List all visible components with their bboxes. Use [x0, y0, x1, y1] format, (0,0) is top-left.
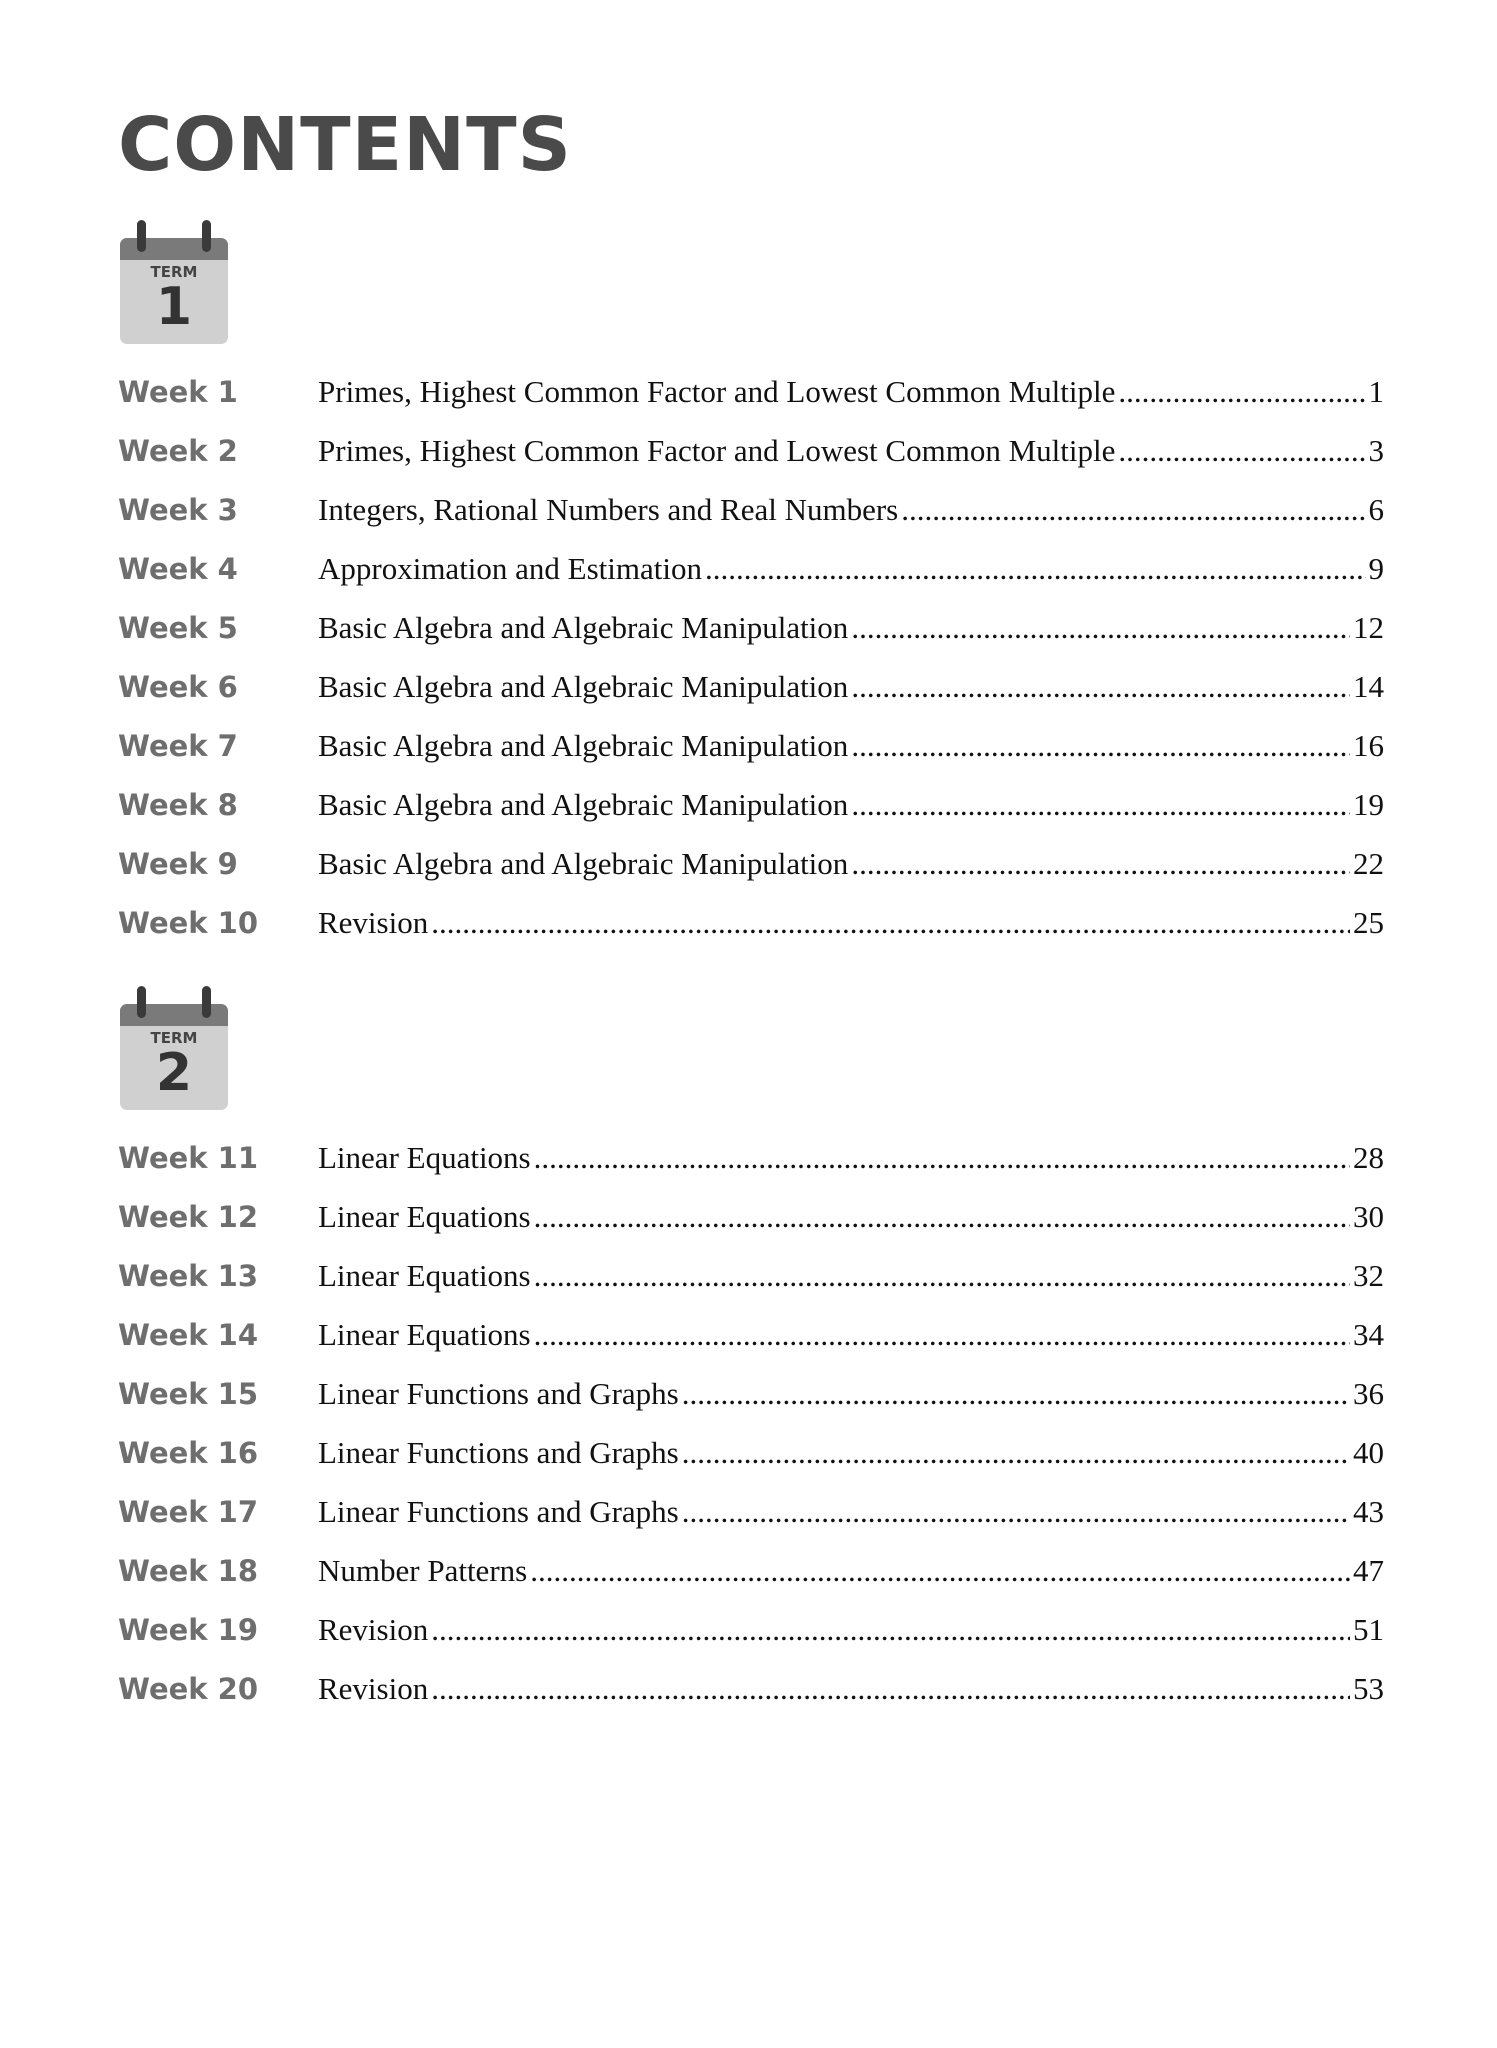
dot-leader — [851, 610, 1350, 646]
topic-title: Revision — [318, 1670, 429, 1706]
topic-title: Linear Equations — [318, 1316, 531, 1352]
week-label: Week 9 — [118, 846, 238, 881]
dot-leader — [534, 1199, 1350, 1235]
term-label: TERM — [150, 1029, 198, 1047]
topic-title: Revision — [318, 1611, 429, 1647]
toc-row[interactable] — [118, 1305, 1384, 1364]
week-label: Week 3 — [118, 492, 238, 527]
week-label: Week 20 — [118, 1671, 259, 1706]
dot-leader — [431, 1671, 1350, 1707]
dot-leader — [851, 846, 1350, 882]
week-label: Week 17 — [118, 1494, 259, 1529]
dot-leader — [534, 1258, 1350, 1294]
page-number: 36 — [1353, 1375, 1384, 1411]
toc-entry — [318, 1376, 1384, 1412]
week-label: Week 7 — [118, 728, 238, 763]
dot-leader — [1118, 374, 1365, 410]
toc-row[interactable] — [118, 775, 1384, 834]
toc-row[interactable] — [118, 421, 1384, 480]
dot-leader — [682, 1376, 1350, 1412]
term-2-calendar-icon — [118, 984, 230, 1112]
page-number: 51 — [1353, 1611, 1384, 1647]
topic-title: Linear Functions and Graphs — [318, 1434, 679, 1470]
toc-entry — [318, 905, 1384, 941]
page-number: 16 — [1353, 727, 1384, 763]
page-number: 6 — [1368, 491, 1384, 527]
topic-title: Number Patterns — [318, 1552, 528, 1588]
topic-title: Approximation and Estimation — [318, 550, 703, 586]
toc-row[interactable] — [118, 1423, 1384, 1482]
page-number: 53 — [1353, 1670, 1384, 1706]
page-number: 12 — [1353, 609, 1384, 645]
dot-leader — [1118, 433, 1365, 469]
toc-entry — [318, 728, 1384, 764]
page-title: CONTENTS — [118, 102, 572, 188]
page-number: 30 — [1353, 1198, 1384, 1234]
toc-row[interactable] — [118, 1541, 1384, 1600]
dot-leader — [682, 1435, 1350, 1471]
page-number: 25 — [1353, 904, 1384, 940]
toc-entry — [318, 1612, 1384, 1648]
toc-row[interactable] — [118, 716, 1384, 775]
toc-entry — [318, 1494, 1384, 1530]
toc-entry — [318, 1199, 1384, 1235]
topic-title: Linear Equations — [318, 1198, 531, 1234]
topic-title: Primes, Highest Common Factor and Lowest Common Multiple — [318, 373, 1116, 409]
topic-title: Basic Algebra and Algebraic Manipulation — [318, 845, 849, 881]
topic-title: Linear Equations — [318, 1139, 531, 1175]
week-label: Week 1 — [118, 374, 238, 409]
toc-entry — [318, 492, 1384, 528]
dot-leader — [901, 492, 1365, 528]
topic-title: Basic Algebra and Algebraic Manipulation — [318, 609, 849, 645]
dot-leader — [534, 1317, 1350, 1353]
page-number: 1 — [1368, 373, 1384, 409]
page-number: 19 — [1353, 786, 1384, 822]
topic-title: Basic Algebra and Algebraic Manipulation — [318, 786, 849, 822]
week-label: Week 16 — [118, 1435, 259, 1470]
term-1-contents-list — [118, 362, 1384, 952]
toc-entry — [318, 787, 1384, 823]
toc-entry — [318, 669, 1384, 705]
toc-row[interactable] — [118, 1128, 1384, 1187]
toc-row[interactable] — [118, 539, 1384, 598]
page-number: 3 — [1368, 432, 1384, 468]
dot-leader — [534, 1140, 1350, 1176]
page-number: 32 — [1353, 1257, 1384, 1293]
term-1-calendar-icon — [118, 218, 230, 346]
toc-row[interactable] — [118, 657, 1384, 716]
toc-entry — [318, 1671, 1384, 1707]
topic-title: Linear Functions and Graphs — [318, 1493, 679, 1529]
term-number: 2 — [155, 1043, 193, 1103]
topic-title: Integers, Rational Numbers and Real Numbers — [318, 491, 899, 527]
dot-leader — [851, 669, 1350, 705]
toc-entry — [318, 433, 1384, 469]
topic-title: Basic Algebra and Algebraic Manipulation — [318, 727, 849, 763]
week-label: Week 2 — [118, 433, 238, 468]
dot-leader — [431, 905, 1350, 941]
toc-row[interactable] — [118, 1600, 1384, 1659]
topic-title: Linear Functions and Graphs — [318, 1375, 679, 1411]
week-label: Week 18 — [118, 1553, 259, 1588]
toc-row[interactable] — [118, 1187, 1384, 1246]
dot-leader — [682, 1494, 1350, 1530]
week-label: Week 5 — [118, 610, 238, 645]
page-number: 43 — [1353, 1493, 1384, 1529]
toc-row[interactable] — [118, 834, 1384, 893]
page-number: 34 — [1353, 1316, 1384, 1352]
week-label: Week 13 — [118, 1258, 259, 1293]
toc-entry — [318, 374, 1384, 410]
week-label: Week 15 — [118, 1376, 259, 1411]
toc-row[interactable] — [118, 1364, 1384, 1423]
week-label: Week 12 — [118, 1199, 259, 1234]
topic-title: Primes, Highest Common Factor and Lowest Common Multiple — [318, 432, 1116, 468]
toc-row[interactable] — [118, 1659, 1384, 1718]
page-number: 40 — [1353, 1434, 1384, 1470]
dot-leader — [851, 787, 1350, 823]
dot-leader — [431, 1612, 1350, 1648]
page-number: 22 — [1353, 845, 1384, 881]
toc-row[interactable] — [118, 598, 1384, 657]
term-number: 1 — [155, 277, 193, 337]
term-2-contents-list — [118, 1128, 1384, 1718]
toc-row[interactable] — [118, 480, 1384, 539]
toc-entry — [318, 1140, 1384, 1176]
toc-row[interactable] — [118, 893, 1384, 952]
page-number: 47 — [1353, 1552, 1384, 1588]
dot-leader — [851, 728, 1350, 764]
toc-entry — [318, 610, 1384, 646]
toc-entry — [318, 1258, 1384, 1294]
toc-entry — [318, 1317, 1384, 1353]
toc-entry — [318, 551, 1384, 587]
week-label: Week 14 — [118, 1317, 259, 1352]
term-label: TERM — [150, 263, 198, 281]
toc-entry — [318, 1435, 1384, 1471]
page-number: 28 — [1353, 1139, 1384, 1175]
week-label: Week 6 — [118, 669, 238, 704]
toc-row[interactable] — [118, 1482, 1384, 1541]
week-label: Week 8 — [118, 787, 238, 822]
dot-leader — [530, 1553, 1350, 1589]
week-label: Week 4 — [118, 551, 238, 586]
toc-row[interactable] — [118, 362, 1384, 421]
topic-title: Basic Algebra and Algebraic Manipulation — [318, 668, 849, 704]
week-label: Week 11 — [118, 1140, 259, 1175]
topic-title: Revision — [318, 904, 429, 940]
toc-row[interactable] — [118, 1246, 1384, 1305]
week-label: Week 19 — [118, 1612, 259, 1647]
page-number: 9 — [1368, 550, 1384, 586]
topic-title: Linear Equations — [318, 1257, 531, 1293]
dot-leader — [705, 551, 1365, 587]
toc-entry — [318, 1553, 1384, 1589]
page-number: 14 — [1353, 668, 1384, 704]
week-label: Week 10 — [118, 905, 259, 940]
toc-entry — [318, 846, 1384, 882]
